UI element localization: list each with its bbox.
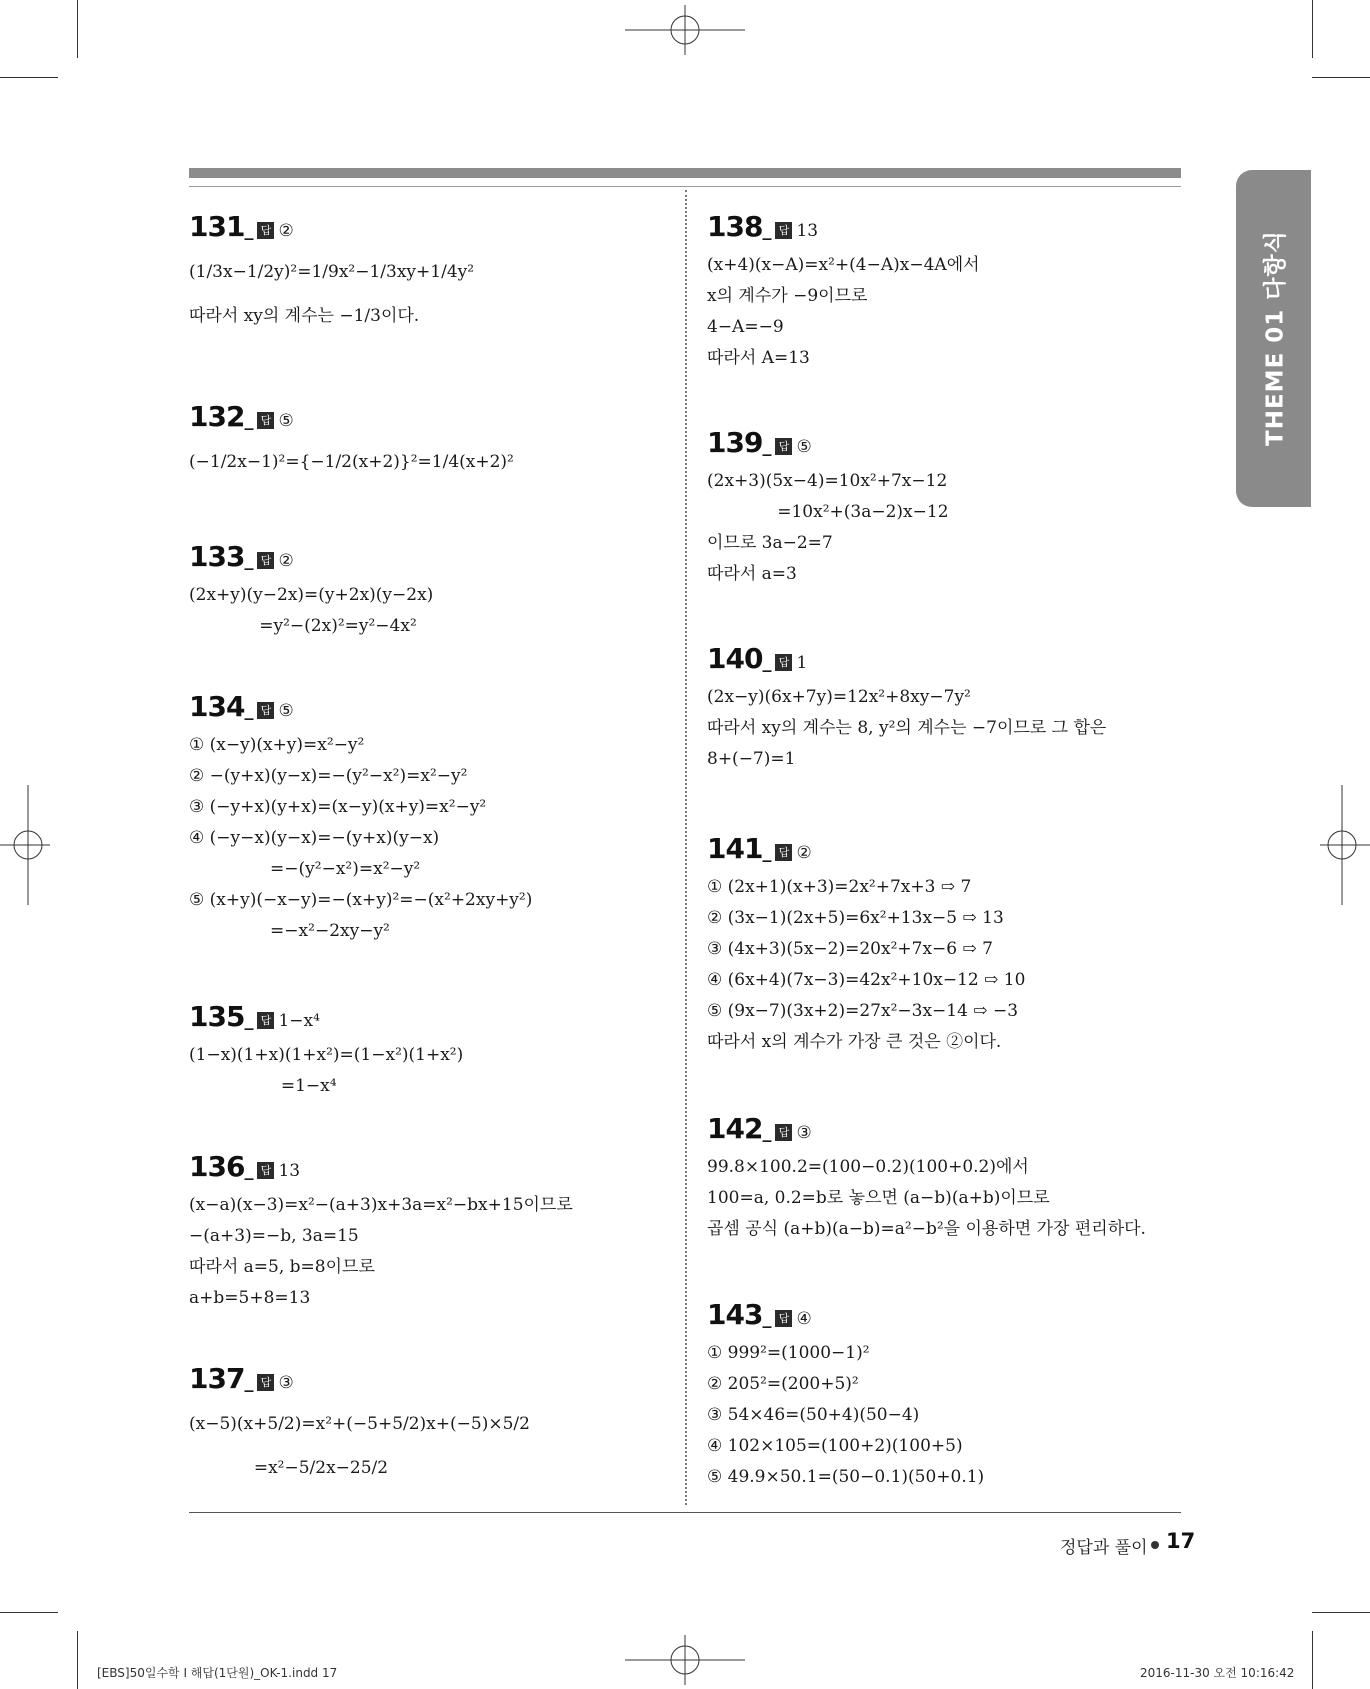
problem-number: 142: [707, 1112, 763, 1145]
solution-line: (1−x)(1+x)(1+x²)=(1−x²)(1+x²): [189, 1045, 464, 1065]
solution-line: 99.8×100.2=(100−0.2)(100+0.2)에서: [707, 1157, 1029, 1177]
problem-separator: _: [244, 1010, 254, 1031]
column-divider: [685, 190, 687, 1505]
solution-line: a+b=5+8=13: [189, 1288, 311, 1308]
slug-timestamp: 2016-11-30 오전 10:16:42: [1140, 1666, 1295, 1680]
problem-header: [707, 1298, 984, 1338]
solution-line: (x+4)(x−A)=x²+(4−A)x−4A에서: [707, 255, 980, 275]
problem-header: [189, 210, 474, 250]
problem-number: 136: [189, 1150, 245, 1183]
problem-139: [707, 426, 949, 590]
solution-line: −(a+3)=−b, 3a=15: [189, 1226, 359, 1246]
problem-separator: _: [762, 220, 772, 241]
problem-132: [189, 400, 514, 484]
solution-line: ③ (4x+3)(5x−2)=20x²+7x−6 ⇨ 7: [707, 939, 993, 959]
solution-line: =y²−(2x)²=y²−4x²: [189, 616, 417, 636]
problem-137: [189, 1362, 530, 1490]
crop-mark: [1312, 0, 1313, 58]
answer-value: ③: [278, 1373, 294, 1393]
solution-line: ⑤ (x+y)(−x−y)=−(x+y)²=−(x²+2xy+y²): [189, 890, 533, 910]
footer-section-label: 정답과 풀이: [1060, 1538, 1148, 1558]
answer-value: ③: [796, 1123, 812, 1143]
solution-line: 따라서 x의 계수가 가장 큰 것은 ②이다.: [707, 1032, 1002, 1052]
problem-header: [707, 642, 1106, 682]
solution-line: (2x−y)(6x+7y)=12x²+8xy−7y²: [707, 687, 971, 707]
problem-136: [189, 1150, 573, 1314]
solution-line: ③ (−y+x)(y+x)=(x−y)(x+y)=x²−y²: [189, 797, 487, 817]
solution-line: ⑤ (9x−7)(3x+2)=27x²−3x−14 ⇨ −3: [707, 1001, 1019, 1021]
answer-mark-icon: 답: [257, 1374, 274, 1391]
problem-separator: _: [762, 1308, 772, 1329]
solution-line: ④ 102×105=(100+2)(100+5): [707, 1436, 963, 1456]
solution-line: (−1/2x−1)²={−1/2(x+2)}²=1/4(x+2)²: [189, 452, 514, 472]
problem-number: 141: [707, 832, 763, 865]
solution-line: (1/3x−1/2y)²=1/9x²−1/3xy+1/4y²: [189, 262, 475, 282]
problem-header: [189, 540, 433, 580]
solution-line: =x²−5/2x−25/2: [189, 1458, 389, 1478]
crop-mark: [0, 77, 58, 78]
problem-number: 133: [189, 540, 245, 573]
problem-header: [189, 400, 514, 440]
answer-mark-icon: 답: [257, 412, 274, 429]
answer-value: ⑤: [796, 437, 812, 457]
problem-header: [707, 1112, 1146, 1152]
footer-rule: [189, 1512, 1181, 1513]
answer-value: ⑤: [278, 701, 294, 721]
problem-140: [707, 642, 1106, 775]
solution-line: (x−5)(x+5/2)=x²+(−5+5/2)x+(−5)×5/2: [189, 1414, 530, 1434]
solution-line: 100=a, 0.2=b로 놓으면 (a−b)(a+b)이므로: [707, 1188, 1050, 1208]
page-number: 17: [1166, 1529, 1196, 1553]
registration-mark-top: [625, 5, 745, 55]
registration-mark-bottom: [625, 1635, 745, 1685]
problem-separator: _: [762, 436, 772, 457]
problem-138: [707, 210, 980, 374]
answer-value: ⑤: [278, 411, 294, 431]
answer-mark-icon: 답: [257, 552, 274, 569]
problem-number: 143: [707, 1298, 763, 1331]
problem-separator: _: [762, 842, 772, 863]
problem-header: [707, 210, 980, 250]
problem-number: 134: [189, 690, 245, 723]
answer-mark-icon: 답: [775, 654, 792, 671]
problem-142: [707, 1112, 1146, 1245]
solution-line: 이므로 3a−2=7: [707, 533, 833, 553]
problem-number: 132: [189, 400, 245, 433]
header-rule: [189, 186, 1181, 187]
answer-value: 13: [278, 1161, 301, 1181]
solution-line: =−x²−2xy−y²: [189, 921, 390, 941]
header-bar: [189, 168, 1181, 178]
solution-line: ③ 54×46=(50+4)(50−4): [707, 1405, 920, 1425]
problem-separator: _: [244, 410, 254, 431]
crop-mark: [77, 1631, 78, 1689]
problem-141: [707, 832, 1025, 1058]
answer-mark-icon: 답: [257, 222, 274, 239]
problem-header: [189, 1000, 463, 1040]
solution-line: (x−a)(x−3)=x²−(a+3)x+3a=x²−bx+15이므로: [189, 1195, 573, 1215]
problem-number: 131: [189, 210, 245, 243]
problem-131: [189, 210, 474, 338]
problem-separator: _: [244, 1160, 254, 1181]
registration-mark-right: [1320, 785, 1370, 905]
solution-line: =−(y²−x²)=x²−y²: [189, 859, 421, 879]
problem-separator: _: [762, 652, 772, 673]
solution-line: 따라서 a=3: [707, 564, 797, 584]
solution-line: ④ (−y−x)(y−x)=−(y+x)(y−x): [189, 828, 440, 848]
solution-line: (2x+3)(5x−4)=10x²+7x−12: [707, 471, 948, 491]
answer-mark-icon: 답: [257, 1162, 274, 1179]
answer-value: ④: [796, 1309, 812, 1329]
problem-number: 139: [707, 426, 763, 459]
problem-separator: _: [244, 220, 254, 241]
registration-mark-left: [0, 785, 50, 905]
problem-separator: _: [762, 1122, 772, 1143]
solution-line: ① (x−y)(x+y)=x²−y²: [189, 735, 365, 755]
problem-134: [189, 690, 532, 947]
theme-tab-label: THEME 01 다항식: [1262, 230, 1289, 446]
answer-value: ②: [796, 843, 812, 863]
problem-number: 140: [707, 642, 763, 675]
answer-mark-icon: 답: [775, 1124, 792, 1141]
answer-mark-icon: 답: [775, 222, 792, 239]
crop-mark: [1312, 1631, 1313, 1689]
problem-header: [189, 690, 532, 730]
problem-header: [189, 1150, 573, 1190]
answer-value: 1: [796, 653, 808, 673]
solution-line: =10x²+(3a−2)x−12: [707, 502, 949, 522]
problem-header: [707, 426, 949, 466]
solution-line: 따라서 A=13: [707, 348, 810, 368]
solution-line: (2x+y)(y−2x)=(y+2x)(y−2x): [189, 585, 434, 605]
solution-line: ① (2x+1)(x+3)=2x²+7x+3 ⇨ 7: [707, 877, 972, 897]
slug-filename: [EBS]50일수학 I 해답(1단원)_OK-1.indd 17: [97, 1666, 338, 1680]
solution-line: ② 205²=(200+5)²: [707, 1374, 859, 1394]
solution-line: ② −(y+x)(y−x)=−(y²−x²)=x²−y²: [189, 766, 468, 786]
problem-header: [189, 1362, 530, 1402]
answer-value: ②: [278, 221, 294, 241]
solution-line: 따라서 xy의 계수는 8, y²의 계수는 −7이므로 그 합은: [707, 718, 1107, 738]
answer-mark-icon: 답: [775, 438, 792, 455]
solution-line: x의 계수가 −9이므로: [707, 286, 868, 306]
problem-number: 135: [189, 1000, 245, 1033]
problem-separator: _: [244, 700, 254, 721]
answer-mark-icon: 답: [257, 1012, 274, 1029]
answer-mark-icon: 답: [775, 844, 792, 861]
solution-line: 따라서 a=5, b=8이므로: [189, 1257, 375, 1277]
crop-mark: [1312, 1612, 1370, 1613]
solution-line: 곱셈 공식 (a+b)(a−b)=a²−b²을 이용하면 가장 편리하다.: [707, 1219, 1146, 1239]
answer-value: ②: [278, 551, 294, 571]
solution-line: ④ (6x+4)(7x−3)=42x²+10x−12 ⇨ 10: [707, 970, 1026, 990]
problem-header: [707, 832, 1025, 872]
footer-bullet: [1151, 1541, 1159, 1549]
crop-mark: [77, 0, 78, 58]
problem-separator: _: [244, 1372, 254, 1393]
answer-value: 13: [796, 221, 819, 241]
solution-line: =1−x⁴: [189, 1076, 337, 1096]
problem-135: [189, 1000, 463, 1102]
problem-separator: _: [244, 550, 254, 571]
crop-mark: [1312, 77, 1370, 78]
solution-line: 따라서 xy의 계수는 −1/3이다.: [189, 306, 420, 326]
solution-line: ⑤ 49.9×50.1=(50−0.1)(50+0.1): [707, 1467, 985, 1487]
solution-line: ② (3x−1)(2x+5)=6x²+13x−5 ⇨ 13: [707, 908, 1004, 928]
solution-line: ① 999²=(1000−1)²: [707, 1343, 870, 1363]
solution-line: 8+(−7)=1: [707, 749, 796, 769]
answer-mark-icon: 답: [257, 702, 274, 719]
answer-value: 1−x⁴: [278, 1011, 320, 1031]
problem-number: 137: [189, 1362, 245, 1395]
answer-mark-icon: 답: [775, 1310, 792, 1327]
crop-mark: [0, 1612, 58, 1613]
problem-number: 138: [707, 210, 763, 243]
solution-line: 4−A=−9: [707, 317, 784, 337]
problem-133: [189, 540, 433, 642]
problem-143: [707, 1298, 984, 1493]
